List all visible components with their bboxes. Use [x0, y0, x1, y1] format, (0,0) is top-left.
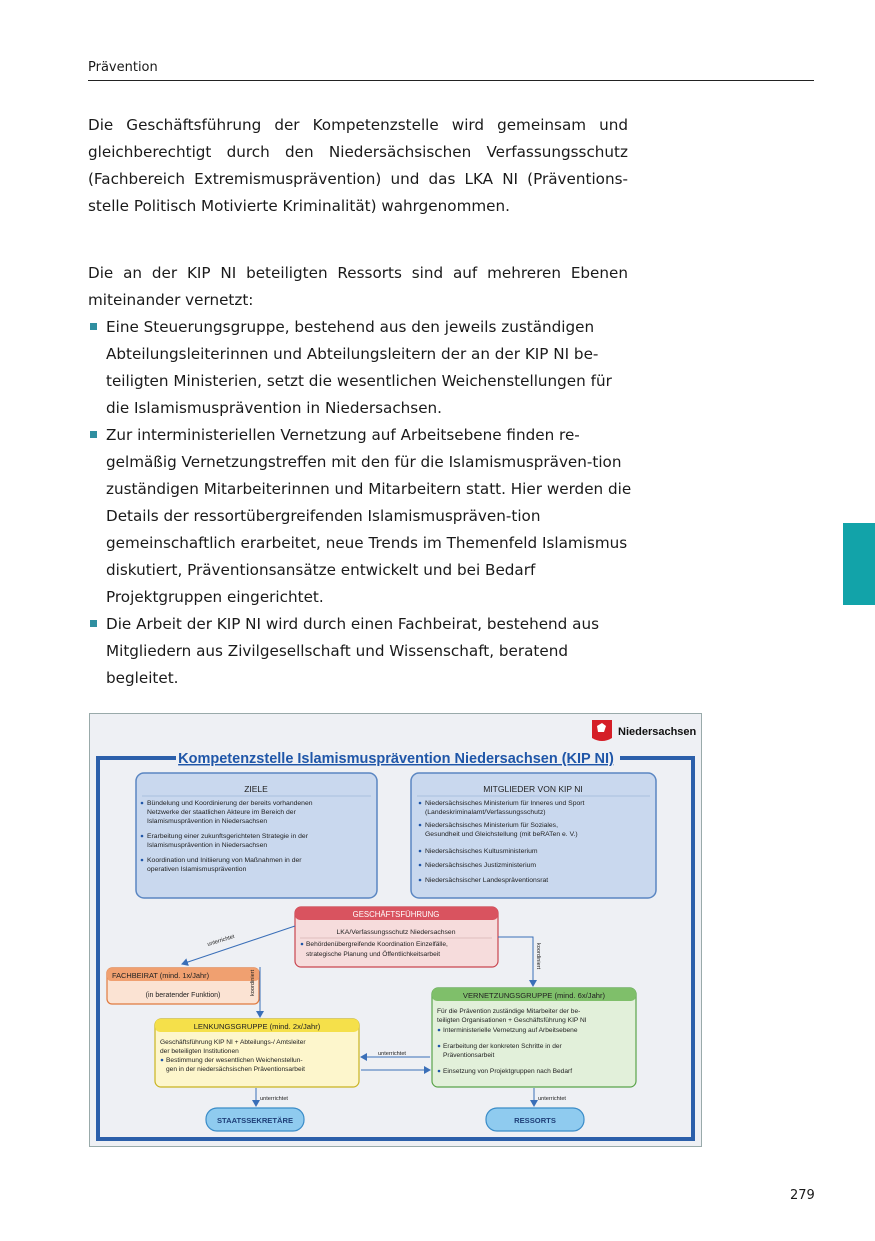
svg-text:unterrichtet: unterrichtet: [378, 1051, 406, 1057]
svg-text:STAATSSEKRETÄRE: STAATSSEKRETÄRE: [216, 1116, 294, 1125]
svg-text:unterrichtet: unterrichtet: [538, 1096, 566, 1102]
diagram-title: Kompetenzstelle Islamismusprävention Niedersachsen (KIP NI): [178, 751, 614, 767]
lenkungsgruppe-box: [155, 1019, 359, 1087]
gf-subtitle: LKA/Verfassungsschutz Niedersachsen: [336, 929, 456, 936]
vernetzungsgruppe-box: [432, 988, 636, 1087]
svg-text:Niedersächsisches Ministerium: Niedersächsisches Ministerium für Inneres und Sport: [425, 800, 585, 807]
svg-text:koordiniert: koordiniert: [250, 969, 256, 996]
svg-text:Islamismusprävention in Nieder: Islamismusprävention in Niedersachsen: [147, 842, 268, 849]
svg-text:koordiniert: koordiniert: [535, 943, 541, 970]
bullet-list: [88, 314, 633, 692]
svg-text:unterrichtet: unterrichtet: [260, 1096, 288, 1102]
svg-text:Präventionsarbeit: Präventionsarbeit: [443, 1052, 495, 1059]
lenkung-title: LENKUNGSGRUPPE (mind. 2x/Jahr): [193, 1022, 321, 1031]
organization-diagram: [89, 713, 702, 1147]
svg-text:Niedersächsischer Landespräven: Niedersächsischer Landespräventionsrat: [425, 877, 549, 884]
svg-text:RESSORTS: RESSORTS: [514, 1116, 556, 1125]
fachbeirat-title: FACHBEIRAT (mind. 1x/Jahr): [112, 971, 210, 980]
fachbeirat-box: [107, 968, 259, 1004]
ziele-box: [136, 773, 377, 898]
svg-text:Koordination und Initiierung v: Koordination und Initiierung von Maßnahmen in der: [147, 857, 302, 864]
ressorts-pill: [486, 1108, 584, 1131]
svg-text:Erarbeitung der konkreten Schr: Erarbeitung der konkreten Schritte in der: [443, 1043, 562, 1050]
svg-text:Netzwerke der staatlichen Akte: Netzwerke der staatlichen Akteure im Bereich der: [147, 809, 296, 816]
svg-text:Niedersächsisches Ministerium: Niedersächsisches Ministerium für Soziales,: [425, 822, 558, 829]
svg-text:Geschäftsführung KIP NI + Abte: Geschäftsführung KIP NI + Abteilungs-/ Amtsleiter: [160, 1039, 306, 1046]
list-item: Zur interministeriellen Vernetzung auf Arbeitsebene finden re-gelmäßig Vernetzungstreffen mit den für die Islamismuspräven-tion zuständigen Mitarbeiterinnen und Mitarbeitern statt. Hier werden die Details der ressortübergreifenden Islamismuspräven-tion gemeinschaftlich erarbeitet, neue Trends im Themenfeld Islamismus diskutiert, Präventionsansätze entwickelt und bei Bedarf Projektgruppen eingerichtet.: [88, 422, 633, 611]
list-item: Eine Steuerungsgruppe, bestehend aus den jeweils zuständigen Abteilungsleiterinnen und Abteilungsleitern der an der KIP NI be-teiligten Ministerien, setzt die wesentlichen Weichenstellungen für die Islamismusprävention in Niedersachsen.: [88, 314, 633, 422]
geschaeftsfuehrung-box: [295, 907, 498, 967]
svg-text:Erarbeitung einer zukunftsgeri: Erarbeitung einer zukunftsgerichteten Strategie in der: [147, 833, 308, 840]
staatssekretaere-pill: [206, 1108, 304, 1131]
svg-text:teiligten Organisationen + Ges: teiligten Organisationen + Geschäftsführung KIP NI: [437, 1017, 587, 1024]
chapter-tab-marker: [843, 523, 875, 605]
section-title: Prävention: [88, 60, 158, 75]
svg-text:Interministerielle Vernetzung: Interministerielle Vernetzung auf Arbeitsebene: [443, 1027, 578, 1034]
svg-text:(Landeskriminalamt/Verfassungs: (Landeskriminalamt/Verfassungsschutz): [425, 809, 546, 816]
svg-text:unterrichtet: unterrichtet: [206, 933, 236, 948]
logo-text: Niedersachsen: [618, 726, 697, 738]
mitglieder-box: [411, 773, 656, 898]
mitglieder-title: MITGLIEDER VON KIP NI: [483, 784, 583, 794]
svg-text:Bestimmung der wesentlichen We: Bestimmung der wesentlichen Weichenstellun-: [166, 1057, 303, 1064]
niedersachsen-logo: [592, 720, 697, 741]
ziele-item-1a: Bündelung und Koordinierung der bereits vorhandenen: [147, 800, 313, 807]
svg-text:der beteiligten Institutionen: der beteiligten Institutionen: [160, 1048, 239, 1055]
svg-text:Gesundheit und Gleichstellung: Gesundheit und Gleichstellung (mit beRATen e. V.): [425, 831, 578, 838]
svg-text:operativen Islamismuspräventio: operativen Islamismusprävention: [147, 866, 247, 873]
paragraph-1: Die Geschäftsführung der Kompetenzstelle wird gemeinsam und gleichberechtigt durch den Niedersächsischen Verfassungsschutz (Fachbereich Extremismusprävention) und das LKA NI (Präventions-stelle Politisch Motivierte Kriminalität) wahrgenommen.: [88, 116, 628, 215]
ziele-title: ZIELE: [244, 784, 268, 794]
svg-text:Behördenübergreifende Koordina: Behördenübergreifende Koordination Einzelfälle,: [306, 941, 448, 948]
svg-text:Einsetzung von Projektgruppen: Einsetzung von Projektgruppen nach Bedarf: [443, 1068, 573, 1075]
svg-text:Für die Prävention zuständige: Für die Prävention zuständige Mitarbeiter der be-: [437, 1008, 581, 1015]
svg-text:Niedersächsisches Kultusminist: Niedersächsisches Kultusministerium: [425, 848, 538, 855]
vernetzung-title: VERNETZUNGSGRUPPE (mind. 6x/Jahr): [462, 991, 606, 1000]
running-header: [88, 56, 814, 81]
svg-text:strategische Planung und Öffen: strategische Planung und Öffentlichkeitsarbeit: [306, 951, 441, 958]
page-number: 279: [790, 1188, 815, 1203]
paragraph-2: Die an der KIP NI beteiligten Ressorts sind auf mehreren Ebenen miteinander vernetzt:: [88, 264, 628, 309]
svg-text:gen in der niedersächsischen P: gen in der niedersächsischen Präventionsarbeit: [166, 1066, 305, 1073]
list-item: Die Arbeit der KIP NI wird durch einen Fachbeirat, bestehend aus Mitgliedern aus Zivilgesellschaft und Wissenschaft, beratend begleitet.: [88, 611, 633, 692]
fachbeirat-subtitle: (in beratender Funktion): [145, 992, 221, 999]
gf-title: GESCHÄFTSFÜHRUNG: [352, 910, 440, 919]
svg-text:Niedersächsisches Justizminist: Niedersächsisches Justizministerium: [425, 862, 537, 869]
svg-text:Islamismusprävention in Nieder: Islamismusprävention in Niedersachsen: [147, 818, 268, 825]
